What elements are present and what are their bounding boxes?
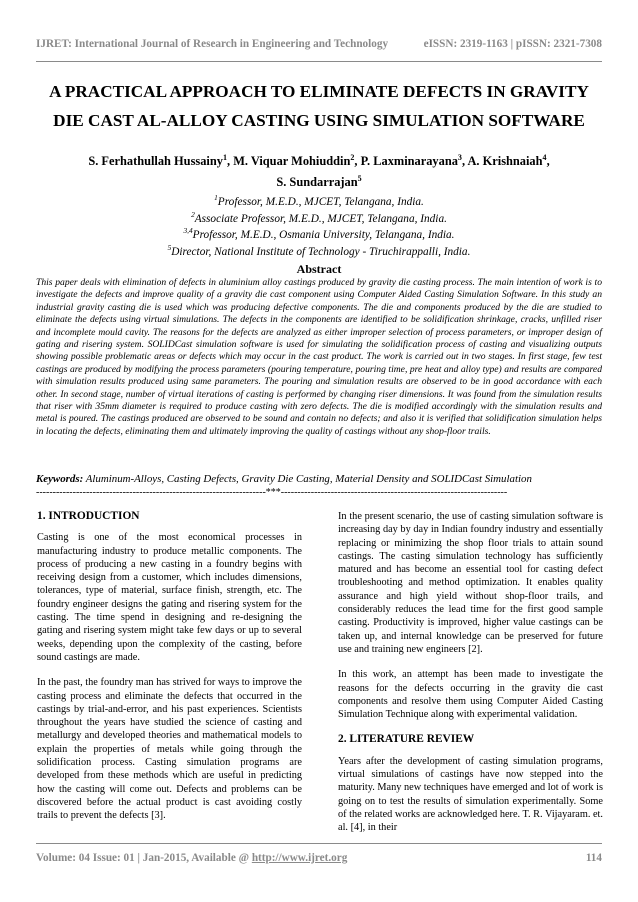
section-heading-literature-review: 2. LITERATURE REVIEW: [338, 733, 475, 746]
affiliation-4: $^5$Director, National Institute of Technology - Tiruchirappalli, India.: [167, 242, 471, 258]
author-list: S. Ferhathullah Hussainy$^1$, M. Viquar Mohiuddin$^2$, P. Laxminarayana$^3$, A. Krishnaiah$^4$, S. Sundarrajan$^5$: [88, 152, 550, 189]
journal-link[interactable]: http://www.ijret.org: [251, 852, 348, 864]
paragraph: In the present scenario, the use of casting simulation software is increasing day by day in Indian foundry industry and essentially replacing or minimizing the shop floor trials to attain sound castings. The casting simulation technology has sufficiently matured and has become an essential tool for casting defect troubleshooting and method optimization. It enables quality assurance and high yield without shop-floor trails, and considerably reduces the lead time for the first good sample casting. Productivity is improved, higher value castings can be taken up, and internal knowledge can be preserved for future use and training new engineers [2].: [338, 511, 603, 655]
section-heading-introduction: 1. INTRODUCTION: [37, 510, 140, 522]
page-header: [36, 38, 602, 50]
paragraph: In the past, the foundry man has strived for ways to improve the casting process and eliminate the defects that occurred in the castings by trial-and-error, and his past experiences. Scientists throughout the years have studied the science of casting and metallurgy and developed theories and mathematical models to explain the properties of metals while going through the solidification process. Casting simulation programs are developed from these methods which are useful in predicting how the casting will come out. Defects and problems can be discovered before the actual product is cast avoiding costly trails to prevent the defects [3].: [37, 677, 302, 822]
title-line-1: A PRACTICAL APPROACH TO ELIMINATE DEFECTS IN GRAVITY: [49, 82, 589, 101]
title-line-2: DIE CAST AL-ALLOY CASTING USING SIMULATION SOFTWARE: [53, 111, 585, 130]
paragraph: Casting is one of the most economical processes in manufacturing industry to produce metallic components. The process of producing a new casting in a foundry begins with receiving design from a customer, which includes dimensions, tolerances, type of material, surface finish, strength, etc. The foundry engineer designs the gating and risering system for the casting. The time spend in designing and re-designing the gating and risering system might take few days or up to several weeks, depending upon the complexity of the casting, before sound castings are made.: [37, 532, 302, 663]
author-1: S. Ferhathullah Hussainy: [88, 154, 223, 168]
issn: eISSN: 2319-1163 | pISSN: 2321-7308: [423, 38, 602, 50]
page-footer: [36, 852, 602, 864]
abstract-text: This paper deals with elimination of defects in aluminium alloy castings produced by gravity die casting process. The main intention of work is to investigate the defects and improve quality of a gravity die cast component using Computer Aided Casting Simulation Software. In this study an industrial gravity casting die is used which was producing defective components. The die and components produced by the die are studied to eliminate the defects using virtual simulations. The defects in the components are identified to be solidification shrinkage, cracks, unfilled riser and incomplete mould cavity. The reasons for the defects are analyzed as either improper selection of process parameters, or improper design of gating and risering system. SOLIDCast simulation software is used for simulating the solidification process of casting and visualizing outputs showing possible problematic areas or defects which may occur in the cast product. The work is carried out in two stages. In first stage, few test castings are produced by modifying the process parameters (pouring temperature, pouring time, pre heat and alloy type) and results are compared with simulation results produced using same parameters. The pouring and simulation results are observed to be in good accordance with each other. In second stage, number of virtual iterations of casting is performed by changing riser dimensions. It was found from the simulation results that riser with 35mm diameter is required to produce casting with zero defects. The die is modified accordingly with the simulation results and metal is poured. The castings produced are observed to be sound and contain no defects; and also it is verified that solidification simulation helps in locating the defects, eliminating them and ultimately improving the quality of castings without any shop-floor trails.: [36, 277, 602, 437]
affiliation-3: $^{3,4}$Professor, M.E.D., Osmania University, Telangana, India.: [183, 226, 455, 241]
paper-title: [30, 77, 608, 135]
right-column: [338, 510, 603, 847]
paragraph: Years after the development of casting simulation programs, virtual simulations of castings have now stepped into the maturity. Many new techniques have emerged and lot of work is going on to test the results of simulation experimentally. Some of the related works are acknowledged here. T. R. Vijayaram. et. al. [4], in their: [338, 755, 603, 834]
affiliations: [40, 194, 598, 260]
section-divider: ---------------------------------------------------------------------***--------------------------------------------------------------------: [36, 487, 508, 498]
journal-name: IJRET: International Journal of Research in Engineering and Technology: [36, 38, 389, 50]
volume-info: Volume: 04 Issue: 01 | Jan-2015, Available @ http://www.ijret.org: [36, 852, 348, 864]
footer-rule: [36, 843, 602, 844]
author-3: P. Laxminarayana: [360, 154, 458, 168]
header-rule: [36, 61, 602, 62]
keywords-text: Aluminum-Alloys, Casting Defects, Gravity Die Casting, Material Density and SOLIDCast Simulation: [83, 473, 532, 485]
author-4: A. Krishnaiah: [467, 154, 543, 168]
paragraph: In this work, an attempt has been made to investigate the reasons for the defects occurring in the gravity die cast components and resolve them using Computer Aided Casting Simulation Technique along with experimental validation.: [338, 669, 603, 721]
abstract-heading: Abstract: [296, 262, 342, 276]
left-column: [37, 510, 302, 835]
affiliation-2: $^2$Associate Professor, M.E.D., MJCET, Telangana, India.: [191, 209, 447, 225]
author-5: S. Sundarrajan: [276, 175, 358, 189]
keywords: [36, 473, 602, 485]
keywords-label: Keywords:: [36, 473, 84, 485]
affiliation-1: $^1$Professor, M.E.D., MJCET, Telangana, India.: [214, 193, 424, 208]
page-number: 114: [585, 852, 602, 864]
author-2: M. Viquar Mohiuddin: [233, 154, 351, 168]
